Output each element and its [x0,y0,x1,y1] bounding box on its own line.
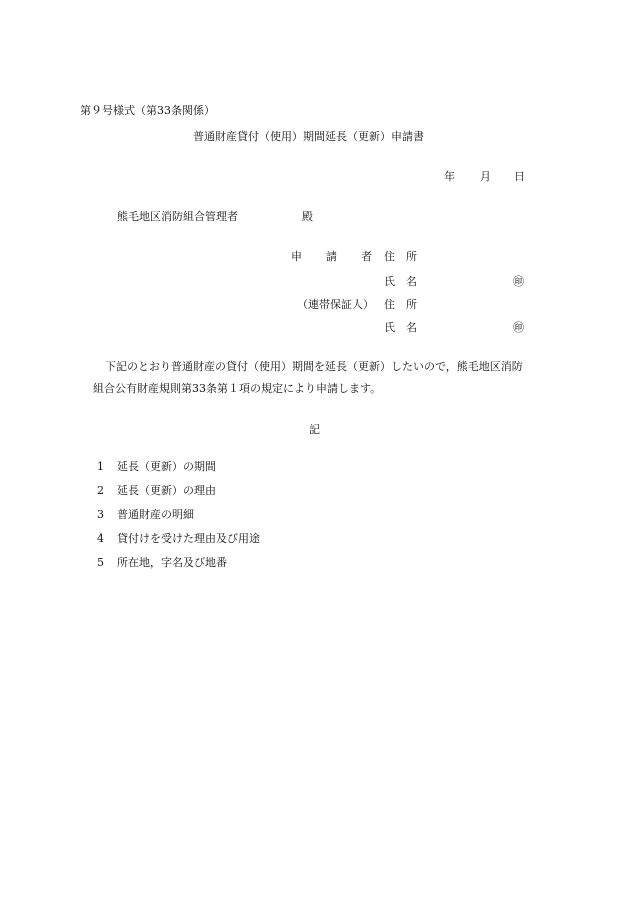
guarantor-address-label: 住 所 [384,298,417,311]
item-text: 延長（更新）の期間 [117,460,216,473]
applicant-label-2: 請 [326,250,337,263]
guarantor-label: （連帯保証人） [297,298,374,311]
date-month: 月 [480,170,491,183]
item-text: 貸付けを受けた理由及び用途 [117,532,260,545]
item-number: 5 [97,556,104,569]
applicant-seal: ㊞ [513,275,524,288]
item-number: 2 [97,484,104,497]
item-text: 普通財産の明細 [117,508,194,521]
form-number: 第９号様式（第33条関係） [80,104,215,117]
applicant-address-label: 住 所 [384,250,417,263]
item-text: 延長（更新）の理由 [117,484,216,497]
item-text: 所在地，字名及び地番 [117,556,227,569]
item-number: 4 [97,532,104,545]
body-line-2: 組合公有財産規則第33条第１項の規定により申請します。 [93,382,382,395]
applicant-label-1: 申 [291,250,302,263]
body-line-1: 下記のとおり普通財産の貸付（使用）期間を延長（更新）したいので，熊毛地区消防 [105,360,523,373]
applicant-name-label: 氏 名 [384,275,417,288]
applicant-label-3: 者 [361,250,372,263]
addressee-name: 熊毛地区消防組合管理者 [117,210,238,223]
item-number: 1 [97,460,104,473]
guarantor-name-label: 氏 名 [384,321,417,334]
addressee-honorific: 殿 [302,210,313,223]
guarantor-seal: ㊞ [513,321,524,334]
date-year: 年 [444,170,455,183]
date-day: 日 [514,170,525,183]
ki-heading: 記 [309,423,320,436]
document-title: 普通財産貸付（使用）期間延長（更新）申請書 [193,130,424,143]
item-number: 3 [97,508,104,521]
